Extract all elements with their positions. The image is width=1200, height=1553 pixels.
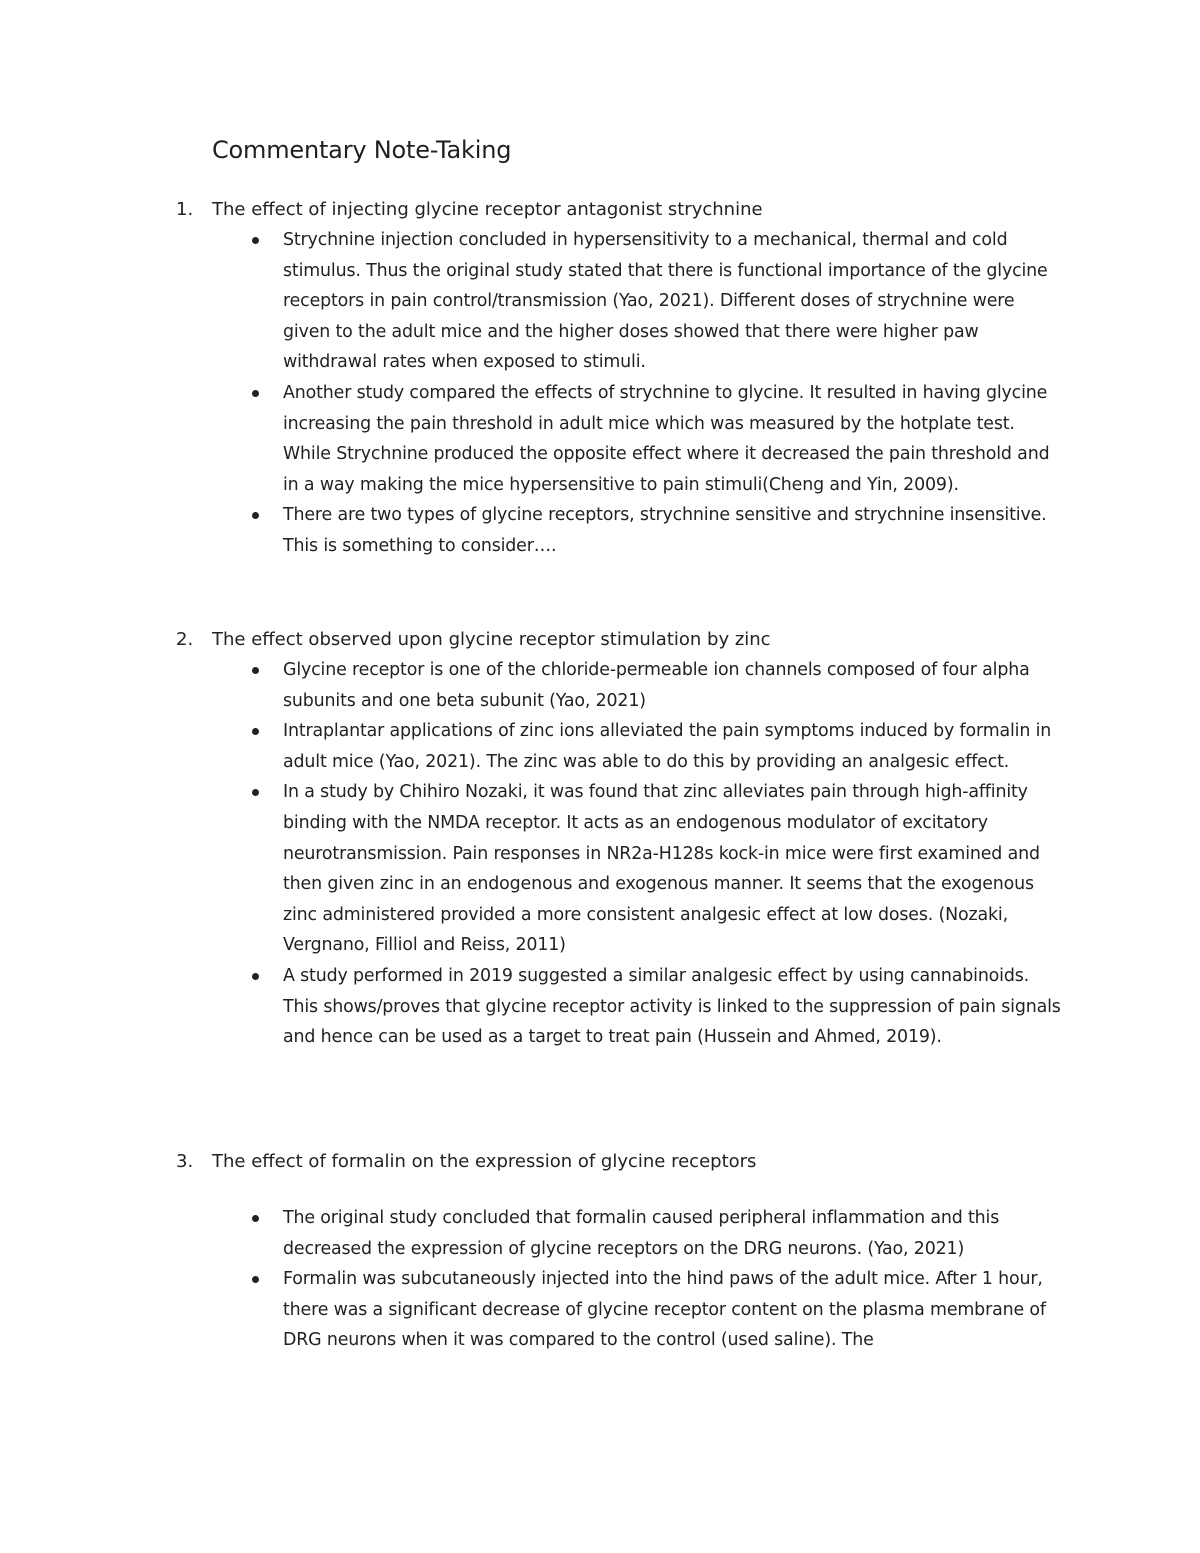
- section-number: 2.: [176, 629, 194, 650]
- section-heading-text: The effect observed upon glycine receptor stimulation by zinc: [212, 629, 771, 650]
- bullet-text: Formalin was subcutaneously injected into the hind paws of the adult mice. After 1 hour, there was a significant decrease of glycine receptor content on the plasma membrane of DRG neurons when it was compared to the control (used saline). The: [283, 1269, 1046, 1351]
- section-heading: [0, 625, 1200, 655]
- bullet-icon: [252, 789, 259, 796]
- bullet-icon: [252, 1215, 259, 1222]
- bullet-text: A study performed in 2019 suggested a similar analgesic effect by using cannabinoids. This shows/proves that glycine receptor activity is linked to the suppression of pain signals and hence can be used as a target to treat pain (Hussein and Ahmed, 2019).: [283, 965, 1061, 1048]
- bullet-text: The original study concluded that formalin caused peripheral inflammation and this decreased the expression of glycine receptors on the DRG neurons. (Yao, 2021): [283, 1208, 1000, 1259]
- list-item: [0, 378, 1200, 500]
- section-heading-text: The effect of formalin on the expression of glycine receptors: [212, 1151, 757, 1172]
- list-item: [0, 1264, 1200, 1356]
- list-item: [0, 716, 1200, 777]
- section-number: 1.: [176, 199, 194, 220]
- bullet-list: [0, 1203, 1200, 1356]
- bullet-list: [0, 225, 1200, 562]
- list-item: [0, 655, 1200, 716]
- section-2: [0, 625, 1200, 1053]
- bullet-icon: [252, 390, 259, 397]
- list-item: [0, 225, 1200, 378]
- bullet-text: Another study compared the effects of strychnine to glycine. It resulted in having glycine increasing the pain threshold in adult mice which was measured by the hotplate test. While Strychnine produced the opposite effect where it decreased the pain threshold and in a way making the mice hypersensitive to pain stimuli(Cheng and Yin, 2009).: [283, 382, 1050, 495]
- spacer: [0, 1177, 1200, 1203]
- bullet-list: [0, 655, 1200, 1053]
- section-number: 3.: [176, 1151, 194, 1172]
- bullet-icon: [252, 667, 259, 674]
- bullet-icon: [252, 973, 259, 980]
- section-heading-text: The effect of injecting glycine receptor antagonist strychnine: [212, 199, 763, 220]
- section-3: [0, 1147, 1200, 1356]
- bullet-text: Intraplantar applications of zinc ions alleviated the pain symptoms induced by formalin in adult mice (Yao, 2021). The zinc was able to do this by providing an analgesic effect.: [283, 721, 1052, 772]
- section-1: [0, 195, 1200, 562]
- bullet-text: Glycine receptor is one of the chloride-permeable ion channels composed of four alpha subunits and one beta subunit (Yao, 2021): [283, 660, 1030, 711]
- list-item: [0, 500, 1200, 561]
- section-heading: [0, 195, 1200, 225]
- bullet-text: Strychnine injection concluded in hypersensitivity to a mechanical, thermal and cold stimulus. Thus the original study stated that there is functional importance of the glycine receptors in pain control/transmission (Yao, 2021). Different doses of strychnine were given to the adult mice and the higher doses showed that there were higher paw withdrawal rates when exposed to stimuli.: [283, 230, 1048, 373]
- bullet-icon: [252, 237, 259, 244]
- bullet-icon: [252, 728, 259, 735]
- list-item: [0, 961, 1200, 1053]
- bullet-text: There are two types of glycine receptors, strychnine sensitive and strychnine insensitive. This is something to consider….: [283, 505, 1047, 556]
- list-item: [0, 777, 1200, 961]
- document-title: Commentary Note-Taking: [212, 136, 512, 164]
- bullet-text: In a study by Chihiro Nozaki, it was found that zinc alleviates pain through high-affinity binding with the NMDA receptor. It acts as an endogenous modulator of excitatory neurotransmission. Pain responses in NR2a-H128s kock-in mice were first examined and then given zinc in an endogenous and exogenous manner. It seems that the exogenous zinc administered provided a more consistent analgesic effect at low doses. (Nozaki, Vergnano, Filliol and Reiss, 2011): [283, 782, 1040, 956]
- list-item: [0, 1203, 1200, 1264]
- bullet-icon: [252, 1276, 259, 1283]
- bullet-icon: [252, 512, 259, 519]
- section-heading: [0, 1147, 1200, 1177]
